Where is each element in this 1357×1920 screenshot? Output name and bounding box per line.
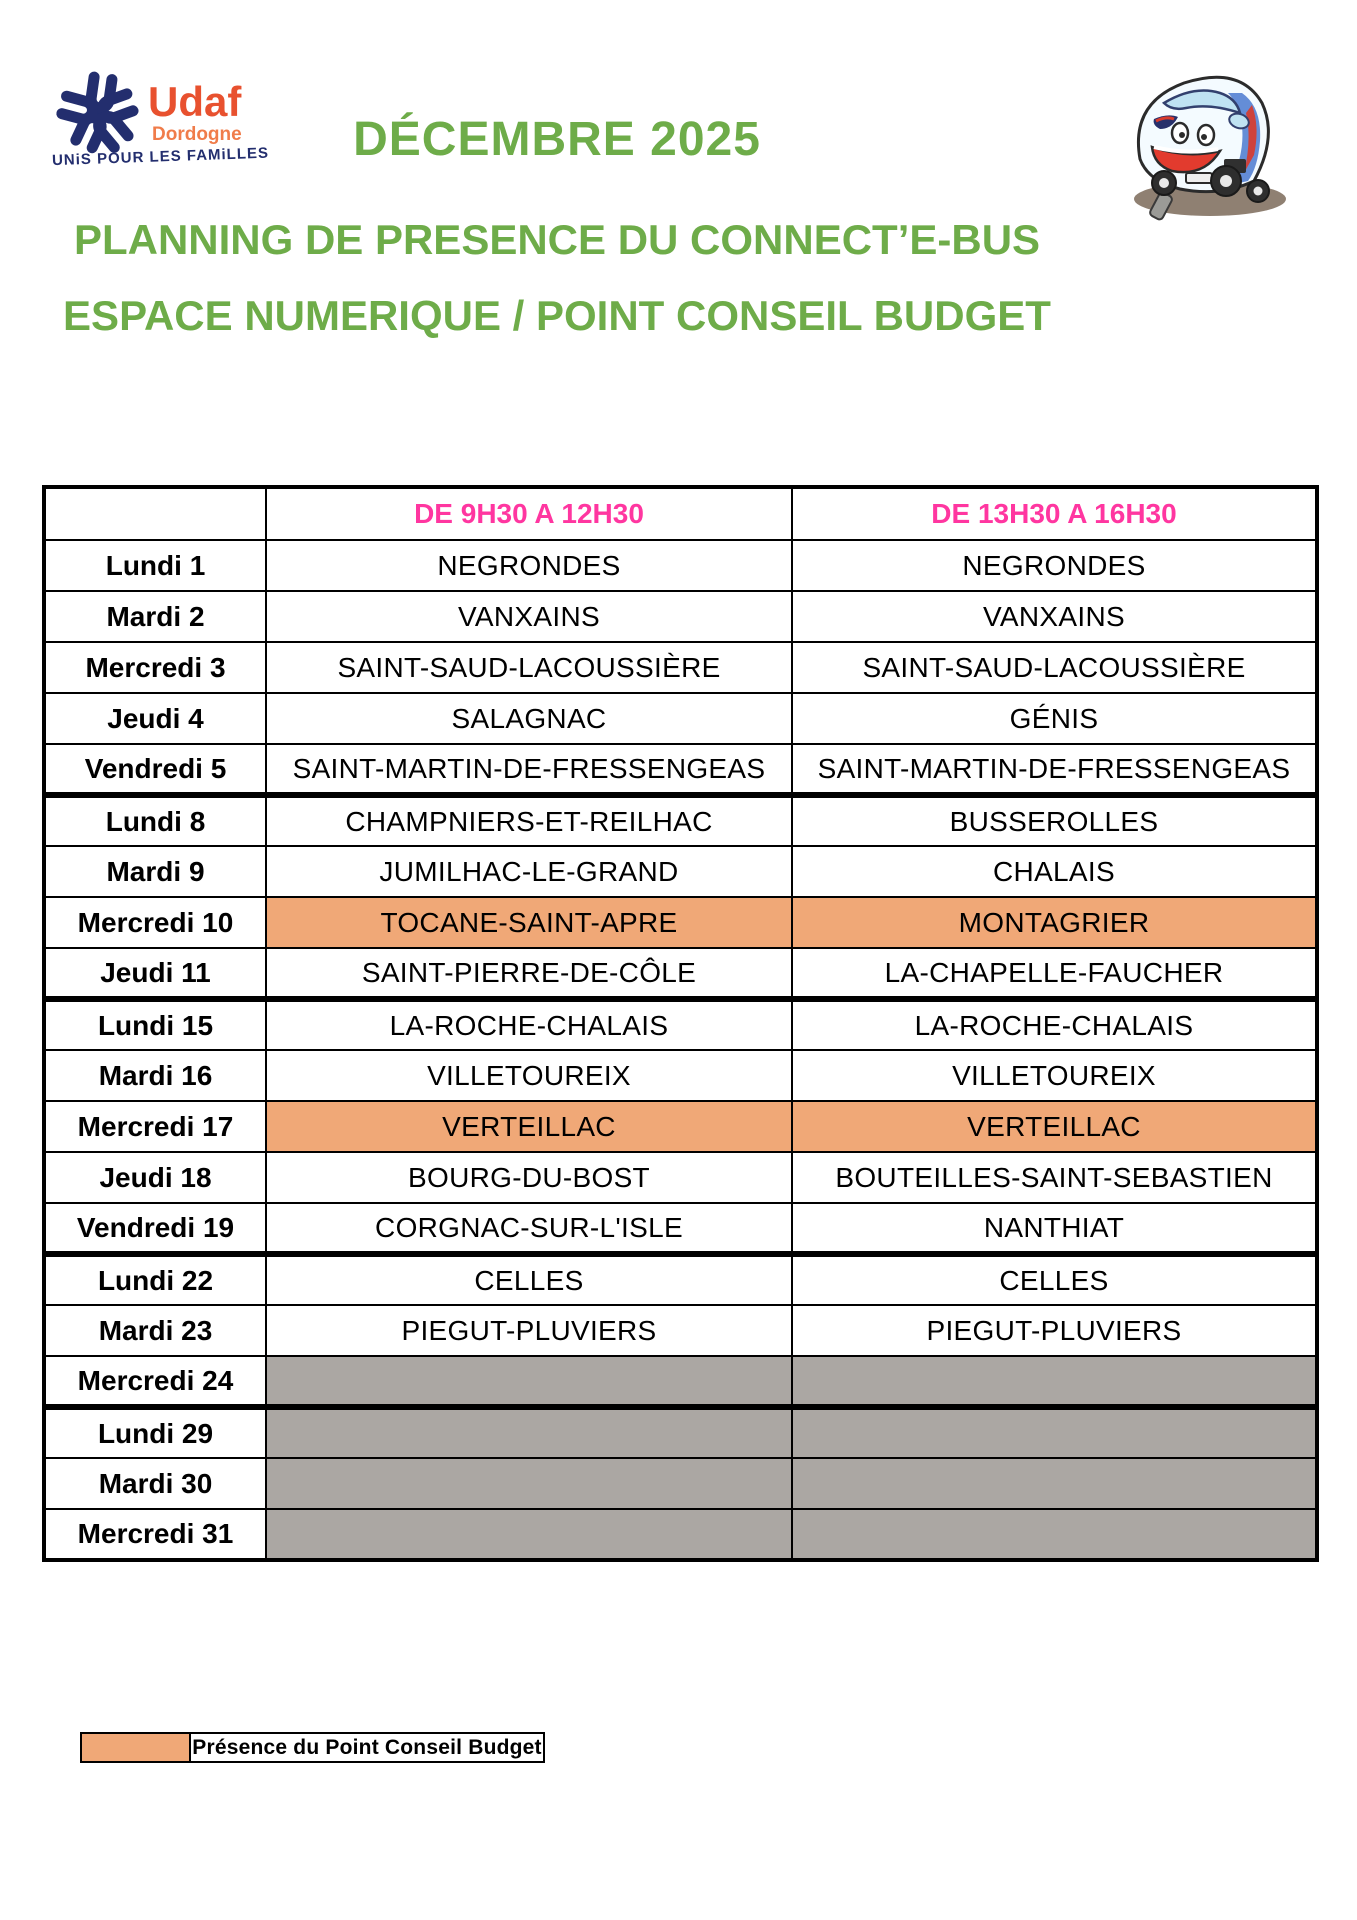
table-row: [44, 1152, 1317, 1203]
morning-cell: SALAGNAC: [266, 693, 792, 744]
planning-table-wrap: [42, 485, 1319, 1562]
afternoon-cell: LA-ROCHE-CHALAIS: [792, 999, 1317, 1050]
afternoon-cell: [792, 1356, 1317, 1407]
afternoon-cell: [792, 1407, 1317, 1458]
subtitle-line-1: PLANNING DE PRESENCE DU CONNECT’E-BUS: [73, 216, 1041, 263]
afternoon-cell: CELLES: [792, 1254, 1317, 1305]
day-cell: Jeudi 18: [44, 1152, 266, 1203]
table-row: [44, 1356, 1317, 1407]
logo-name: Udaf: [148, 78, 242, 125]
morning-cell: LA-ROCHE-CHALAIS: [266, 999, 792, 1050]
afternoon-cell: BOUTEILLES-SAINT-SEBASTIEN: [792, 1152, 1317, 1203]
table-row: [44, 1407, 1317, 1458]
table-row: [44, 948, 1317, 999]
afternoon-cell: VERTEILLAC: [792, 1101, 1317, 1152]
table-row: [44, 897, 1317, 948]
morning-cell: CORGNAC-SUR-L'ISLE: [266, 1203, 792, 1254]
morning-cell: VERTEILLAC: [266, 1101, 792, 1152]
afternoon-cell: PIEGUT-PLUVIERS: [792, 1305, 1317, 1356]
afternoon-cell: NANTHIAT: [792, 1203, 1317, 1254]
afternoon-slot-header: DE 13H30 A 16H30: [792, 487, 1317, 540]
table-row: [44, 1509, 1317, 1560]
legend: [80, 1732, 545, 1763]
schedule-body: [44, 540, 1317, 1560]
table-row: [44, 846, 1317, 897]
morning-cell: PIEGUT-PLUVIERS: [266, 1305, 792, 1356]
morning-cell: SAINT-MARTIN-DE-FRESSENGEAS: [266, 744, 792, 795]
day-cell: Mercredi 10: [44, 897, 266, 948]
day-cell: Lundi 8: [44, 795, 266, 846]
day-cell: Vendredi 19: [44, 1203, 266, 1254]
morning-cell: SAINT-PIERRE-DE-CÔLE: [266, 948, 792, 999]
day-cell: Lundi 22: [44, 1254, 266, 1305]
morning-cell: [266, 1356, 792, 1407]
afternoon-cell: CHALAIS: [792, 846, 1317, 897]
table-row: [44, 540, 1317, 591]
day-cell: Mercredi 24: [44, 1356, 266, 1407]
day-cell: Lundi 1: [44, 540, 266, 591]
afternoon-cell: [792, 1458, 1317, 1509]
day-column-header: [44, 487, 266, 540]
day-cell: Jeudi 11: [44, 948, 266, 999]
table-row: [44, 1305, 1317, 1356]
morning-cell: CHAMPNIERS-ET-REILHAC: [266, 795, 792, 846]
table-row: [44, 999, 1317, 1050]
table-row: [44, 1254, 1317, 1305]
day-cell: Mardi 2: [44, 591, 266, 642]
table-row: [44, 795, 1317, 846]
morning-cell: CELLES: [266, 1254, 792, 1305]
logo-tagline: UNiS POUR LES FAMiLLES: [51, 144, 270, 170]
table-row: [44, 1458, 1317, 1509]
afternoon-cell: NEGRONDES: [792, 540, 1317, 591]
morning-cell: TOCANE-SAINT-APRE: [266, 897, 792, 948]
logo-region: Dordogne: [152, 124, 242, 145]
afternoon-cell: BUSSEROLLES: [792, 795, 1317, 846]
connect-e-bus-mascot-image: [1102, 55, 1314, 225]
day-cell: Mardi 23: [44, 1305, 266, 1356]
day-cell: Lundi 29: [44, 1407, 266, 1458]
afternoon-cell: LA-CHAPELLE-FAUCHER: [792, 948, 1317, 999]
table-row: [44, 591, 1317, 642]
morning-cell: BOURG-DU-BOST: [266, 1152, 792, 1203]
afternoon-cell: SAINT-SAUD-LACOUSSIÈRE: [792, 642, 1317, 693]
afternoon-cell: MONTAGRIER: [792, 897, 1317, 948]
morning-cell: [266, 1458, 792, 1509]
table-header-row: [44, 487, 1317, 540]
morning-slot-header: DE 9H30 A 12H30: [266, 487, 792, 540]
day-cell: Mercredi 31: [44, 1509, 266, 1560]
morning-cell: JUMILHAC-LE-GRAND: [266, 846, 792, 897]
day-cell: Mardi 16: [44, 1050, 266, 1101]
afternoon-cell: GÉNIS: [792, 693, 1317, 744]
legend-label: Présence du Point Conseil Budget: [191, 1732, 545, 1763]
table-row: [44, 642, 1317, 693]
day-cell: Jeudi 4: [44, 693, 266, 744]
afternoon-cell: SAINT-MARTIN-DE-FRESSENGEAS: [792, 744, 1317, 795]
table-row: [44, 1101, 1317, 1152]
month-title: DÉCEMBRE 2025: [353, 113, 761, 166]
planning-table: [42, 485, 1319, 1562]
day-cell: Mardi 30: [44, 1458, 266, 1509]
morning-cell: VILLETOUREIX: [266, 1050, 792, 1101]
day-cell: Vendredi 5: [44, 744, 266, 795]
morning-cell: NEGRONDES: [266, 540, 792, 591]
afternoon-cell: VILLETOUREIX: [792, 1050, 1317, 1101]
morning-cell: SAINT-SAUD-LACOUSSIÈRE: [266, 642, 792, 693]
table-row: [44, 693, 1317, 744]
subtitle-line-2: ESPACE NUMERIQUE / POINT CONSEIL BUDGET: [63, 292, 1051, 339]
morning-cell: VANXAINS: [266, 591, 792, 642]
morning-cell: [266, 1509, 792, 1560]
day-cell: Lundi 15: [44, 999, 266, 1050]
day-cell: Mercredi 17: [44, 1101, 266, 1152]
afternoon-cell: VANXAINS: [792, 591, 1317, 642]
morning-cell: [266, 1407, 792, 1458]
table-row: [44, 744, 1317, 795]
legend-orange-swatch: [80, 1732, 191, 1763]
afternoon-cell: [792, 1509, 1317, 1560]
day-cell: Mercredi 3: [44, 642, 266, 693]
day-cell: Mardi 9: [44, 846, 266, 897]
table-row: [44, 1050, 1317, 1101]
table-row: [44, 1203, 1317, 1254]
